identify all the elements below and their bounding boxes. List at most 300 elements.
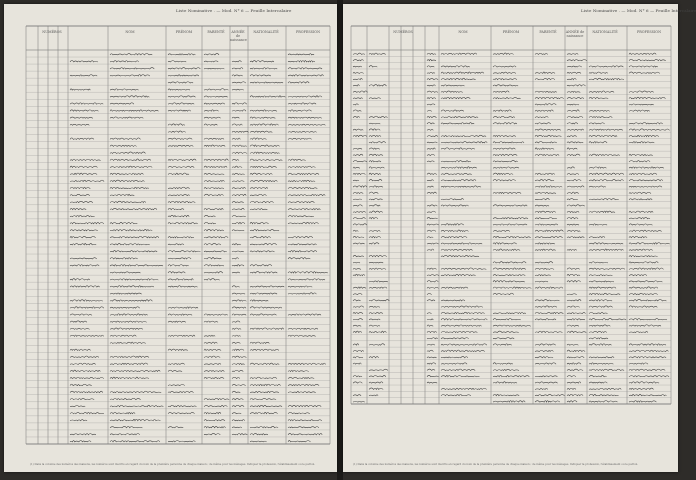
handwritten-entry bbox=[232, 356, 246, 357]
handwritten-entry bbox=[250, 138, 267, 140]
handwritten-entry bbox=[427, 325, 433, 326]
handwritten-entry bbox=[353, 344, 359, 346]
handwritten-entry bbox=[567, 66, 582, 67]
handwritten-entry bbox=[629, 72, 660, 73]
handwritten-entry bbox=[288, 244, 317, 245]
handwritten-entry bbox=[110, 265, 163, 266]
handwritten-entry bbox=[369, 395, 378, 396]
handwritten-entry bbox=[110, 363, 148, 365]
handwritten-entry bbox=[441, 249, 473, 250]
handwritten-entry bbox=[250, 173, 272, 174]
handwritten-entry bbox=[427, 142, 437, 143]
handwritten-entry bbox=[168, 370, 182, 371]
handwritten-entry bbox=[232, 328, 241, 329]
handwritten-entry bbox=[427, 173, 437, 174]
handwritten-entry bbox=[110, 166, 152, 167]
handwritten-entry bbox=[629, 66, 658, 67]
handwritten-entry bbox=[232, 244, 241, 245]
handwritten-entry bbox=[250, 342, 269, 343]
handwritten-entry bbox=[250, 251, 275, 252]
handwritten-entry bbox=[589, 224, 607, 225]
handwritten-entry bbox=[589, 287, 616, 288]
handwritten-entry bbox=[427, 53, 436, 54]
handwritten-entry bbox=[232, 159, 239, 160]
handwritten-entry bbox=[110, 440, 160, 441]
handwritten-entry bbox=[441, 388, 487, 389]
handwritten-entry bbox=[535, 401, 560, 402]
handwritten-entry bbox=[589, 129, 623, 130]
handwritten-entry bbox=[567, 394, 583, 396]
handwritten-entry bbox=[589, 173, 624, 174]
handwritten-entry bbox=[110, 138, 141, 140]
col-parente: PARENTÉ bbox=[539, 30, 557, 34]
handwritten-entry bbox=[288, 173, 319, 174]
handwritten-entry bbox=[493, 249, 520, 250]
handwritten-entry bbox=[589, 262, 608, 263]
handwritten-entry bbox=[353, 268, 361, 269]
handwritten-entry bbox=[589, 154, 620, 156]
handwritten-entry bbox=[629, 325, 661, 327]
handwritten-entry bbox=[535, 141, 557, 142]
col-prenom: PRÉNOM bbox=[502, 30, 520, 34]
handwritten-entry bbox=[204, 117, 221, 118]
handwritten-entry bbox=[70, 258, 97, 259]
handwritten-entry bbox=[204, 138, 224, 139]
handwritten-entry bbox=[629, 369, 665, 370]
col-annee: ANNÉE de naissance bbox=[230, 30, 247, 42]
handwritten-entry bbox=[288, 286, 312, 287]
handwritten-entry bbox=[232, 434, 247, 435]
handwritten-entry bbox=[535, 275, 551, 276]
handwritten-entry bbox=[204, 187, 224, 188]
handwritten-entry bbox=[535, 78, 555, 79]
handwritten-entry bbox=[353, 382, 362, 383]
handwritten-entry bbox=[535, 281, 548, 282]
handwritten-entry bbox=[589, 110, 610, 111]
handwritten-entry bbox=[567, 72, 581, 73]
handwritten-entry bbox=[567, 350, 585, 351]
handwritten-entry bbox=[535, 262, 553, 263]
handwritten-entry bbox=[168, 335, 195, 336]
handwritten-entry bbox=[427, 148, 435, 149]
handwritten-entry bbox=[493, 160, 518, 161]
handwritten-entry bbox=[427, 357, 437, 358]
handwritten-entry bbox=[427, 129, 433, 130]
handwritten-entry bbox=[232, 173, 245, 174]
handwritten-entry bbox=[232, 68, 243, 69]
col-profession: PROFESSION bbox=[636, 30, 662, 34]
handwritten-entry bbox=[535, 116, 548, 117]
handwritten-entry bbox=[250, 194, 267, 195]
col-prenom: PRÉNOM bbox=[175, 30, 193, 34]
handwritten-entry bbox=[232, 264, 244, 266]
handwritten-entry bbox=[288, 194, 325, 195]
handwritten-entry bbox=[629, 53, 656, 54]
handwritten-entry bbox=[250, 187, 268, 188]
handwritten-entry bbox=[70, 187, 90, 188]
handwritten-entry bbox=[353, 211, 366, 212]
handwritten-entry bbox=[204, 405, 227, 406]
handwritten-entry bbox=[629, 167, 664, 168]
handwritten-entry bbox=[250, 412, 278, 413]
handwritten-entry bbox=[288, 166, 315, 167]
handwritten-entry bbox=[369, 154, 383, 155]
handwritten-entry bbox=[250, 349, 279, 350]
handwritten-entry bbox=[353, 376, 362, 377]
handwritten-entry bbox=[110, 53, 152, 54]
handwritten-entry bbox=[288, 159, 306, 160]
handwritten-entry bbox=[369, 382, 383, 383]
handwritten-entry bbox=[204, 272, 223, 273]
handwritten-entry bbox=[567, 344, 578, 345]
handwritten-entry bbox=[441, 142, 487, 143]
handwritten-entry bbox=[427, 59, 436, 60]
handwritten-entry bbox=[168, 391, 194, 392]
handwritten-entry bbox=[110, 398, 141, 399]
handwritten-entry bbox=[168, 61, 186, 62]
handwritten-entry bbox=[441, 66, 470, 67]
handwritten-entry bbox=[589, 268, 625, 269]
handwritten-entry bbox=[589, 66, 623, 67]
handwritten-entry bbox=[629, 376, 669, 377]
page-footnote: (1) Dans la colonne des numéros des maisons, les numéros sont inscrits en regard du nom de la première personne de chaque maison ; de même pour les ménages. Indiquer la profession, l'établissement ou le patron. bbox=[353, 462, 639, 466]
handwritten-entry bbox=[110, 173, 143, 174]
handwritten-entry bbox=[110, 250, 157, 252]
handwritten-entry bbox=[369, 192, 378, 194]
handwritten-entry bbox=[629, 97, 666, 99]
handwritten-entry bbox=[353, 110, 361, 111]
handwritten-entry bbox=[353, 287, 366, 288]
handwritten-entry bbox=[535, 243, 555, 244]
handwritten-entry bbox=[353, 306, 364, 307]
handwritten-entry bbox=[288, 222, 319, 223]
handwritten-entry bbox=[441, 205, 469, 206]
col-numeros: NUMÉROS bbox=[42, 30, 62, 34]
handwritten-entry bbox=[493, 375, 529, 376]
handwritten-entry bbox=[427, 369, 435, 370]
handwritten-entry bbox=[567, 104, 579, 105]
handwritten-entry bbox=[353, 357, 363, 358]
handwritten-entry bbox=[353, 129, 363, 130]
handwritten-entry bbox=[168, 272, 185, 274]
handwritten-entry bbox=[70, 243, 96, 244]
handwritten-entry bbox=[232, 427, 242, 428]
handwritten-entry bbox=[629, 123, 663, 124]
handwritten-entry bbox=[427, 154, 435, 155]
handwritten-entry bbox=[567, 199, 578, 200]
handwritten-entry bbox=[288, 433, 322, 434]
handwritten-entry bbox=[110, 194, 134, 196]
handwritten-entry bbox=[232, 117, 239, 118]
handwritten-entry bbox=[288, 82, 309, 83]
handwritten-entry bbox=[70, 440, 91, 441]
handwritten-entry bbox=[232, 335, 241, 336]
handwritten-entry bbox=[204, 398, 229, 399]
handwritten-entry bbox=[535, 211, 556, 212]
handwritten-entry bbox=[567, 78, 576, 79]
handwritten-entry bbox=[110, 258, 138, 259]
handwritten-entry bbox=[353, 66, 362, 67]
handwritten-entry bbox=[369, 344, 385, 346]
handwritten-entry bbox=[567, 236, 584, 237]
handwritten-entry bbox=[589, 274, 612, 275]
handwritten-entry bbox=[288, 370, 309, 371]
handwritten-entry bbox=[493, 319, 521, 320]
census-page-right bbox=[343, 4, 696, 472]
handwritten-entry bbox=[441, 179, 476, 180]
handwritten-entry bbox=[493, 78, 517, 79]
handwritten-entry bbox=[110, 145, 136, 146]
handwritten-entry bbox=[168, 54, 195, 55]
handwritten-entry bbox=[288, 328, 318, 329]
handwritten-entry bbox=[589, 318, 626, 320]
handwritten-entry bbox=[369, 53, 386, 54]
handwritten-entry bbox=[70, 391, 103, 392]
handwritten-entry bbox=[369, 331, 386, 333]
handwritten-entry bbox=[535, 388, 548, 389]
handwritten-entry bbox=[204, 222, 216, 223]
handwritten-entry bbox=[288, 180, 315, 181]
handwritten-entry bbox=[441, 224, 464, 225]
handwritten-entry bbox=[589, 312, 608, 313]
handwritten-entry bbox=[427, 97, 436, 98]
handwritten-entry bbox=[70, 194, 90, 195]
handwritten-entry bbox=[250, 384, 281, 385]
handwritten-entry bbox=[369, 325, 380, 326]
handwritten-entry bbox=[441, 123, 474, 124]
handwritten-entry bbox=[353, 401, 365, 402]
handwritten-entry bbox=[250, 68, 277, 69]
handwritten-entry bbox=[70, 124, 89, 125]
handwritten-entry bbox=[441, 394, 471, 395]
handwritten-entry bbox=[629, 331, 648, 332]
col-numeros: NUMÉROS bbox=[393, 30, 413, 34]
handwritten-entry bbox=[70, 265, 99, 266]
handwritten-entry bbox=[589, 123, 605, 124]
handwritten-entry bbox=[110, 377, 149, 379]
handwritten-entry bbox=[250, 307, 282, 309]
handwritten-entry bbox=[441, 350, 485, 352]
handwritten-entry bbox=[204, 208, 223, 209]
handwritten-entry bbox=[250, 131, 272, 132]
census-table-grid bbox=[343, 4, 678, 472]
handwritten-entry bbox=[535, 205, 549, 206]
handwritten-entry bbox=[493, 192, 521, 193]
handwritten-entry bbox=[567, 123, 578, 124]
handwritten-entry bbox=[204, 420, 225, 421]
handwritten-entry bbox=[493, 53, 514, 55]
handwritten-entry bbox=[535, 268, 554, 269]
handwritten-entry bbox=[427, 72, 435, 73]
handwritten-entry bbox=[70, 405, 85, 406]
handwritten-entry bbox=[204, 53, 219, 55]
handwritten-entry bbox=[427, 217, 438, 218]
handwritten-entry bbox=[70, 349, 91, 350]
handwritten-entry bbox=[535, 186, 562, 187]
handwritten-entry bbox=[204, 68, 224, 69]
handwritten-entry bbox=[70, 434, 96, 435]
handwritten-entry bbox=[288, 335, 316, 336]
handwritten-entry bbox=[168, 412, 195, 413]
handwritten-entry bbox=[232, 293, 245, 294]
handwritten-entry bbox=[250, 272, 277, 273]
handwritten-entry bbox=[589, 357, 614, 358]
handwritten-entry bbox=[204, 96, 228, 97]
handwritten-entry bbox=[110, 187, 149, 188]
handwritten-entry bbox=[288, 420, 322, 421]
handwritten-entry bbox=[353, 312, 363, 313]
col-annee: ANNÉE de naissance bbox=[565, 30, 585, 38]
handwritten-entry bbox=[535, 236, 563, 237]
handwritten-entry bbox=[288, 54, 314, 55]
handwritten-entry bbox=[204, 61, 218, 62]
handwritten-entry bbox=[204, 279, 220, 281]
handwritten-entry bbox=[70, 61, 98, 62]
handwritten-entry bbox=[567, 217, 578, 218]
handwritten-entry bbox=[204, 412, 221, 413]
handwritten-entry bbox=[567, 85, 586, 86]
handwritten-entry bbox=[232, 166, 242, 167]
handwritten-entry bbox=[70, 307, 104, 309]
handwritten-entry bbox=[232, 300, 246, 301]
col-nom: NOM bbox=[458, 30, 468, 34]
handwritten-entry bbox=[535, 198, 550, 199]
handwritten-entry bbox=[204, 370, 224, 371]
handwritten-entry bbox=[535, 123, 551, 124]
handwritten-entry bbox=[629, 110, 650, 111]
handwritten-entry bbox=[369, 98, 381, 99]
handwritten-entry bbox=[589, 293, 620, 294]
handwritten-entry bbox=[353, 91, 368, 92]
handwritten-entry bbox=[204, 257, 221, 259]
handwritten-entry bbox=[629, 91, 654, 92]
handwritten-entry bbox=[441, 78, 476, 80]
handwritten-entry bbox=[204, 237, 228, 238]
handwritten-entry bbox=[493, 97, 521, 98]
handwritten-entry bbox=[589, 78, 624, 80]
handwritten-entry bbox=[427, 85, 435, 86]
handwritten-entry bbox=[535, 230, 563, 232]
handwritten-entry bbox=[232, 202, 244, 203]
handwritten-entry bbox=[567, 180, 581, 181]
handwritten-entry bbox=[204, 243, 221, 244]
handwritten-entry bbox=[493, 116, 515, 117]
handwritten-entry bbox=[168, 195, 190, 196]
handwritten-entry bbox=[535, 154, 559, 155]
handwritten-entry bbox=[250, 405, 282, 406]
handwritten-entry bbox=[629, 318, 667, 319]
handwritten-entry bbox=[110, 321, 147, 322]
handwritten-entry bbox=[589, 344, 612, 346]
handwritten-entry bbox=[204, 314, 228, 315]
handwritten-entry bbox=[427, 300, 435, 301]
handwritten-entry bbox=[250, 110, 277, 111]
handwritten-entry bbox=[629, 268, 664, 270]
handwritten-entry bbox=[441, 160, 471, 161]
handwritten-entry bbox=[441, 268, 486, 269]
handwritten-entry bbox=[353, 78, 362, 79]
handwritten-entry bbox=[250, 264, 272, 266]
handwritten-entry bbox=[353, 331, 362, 333]
handwritten-entry bbox=[288, 103, 316, 104]
handwritten-entry bbox=[232, 420, 245, 421]
handwritten-entry bbox=[567, 91, 580, 92]
handwritten-entry bbox=[567, 294, 577, 295]
handwritten-entry bbox=[353, 186, 367, 187]
handwritten-entry bbox=[168, 173, 189, 175]
handwritten-entry bbox=[493, 66, 516, 67]
handwritten-entry bbox=[567, 312, 586, 313]
handwritten-entry bbox=[250, 286, 284, 287]
handwritten-entry bbox=[168, 124, 185, 125]
handwritten-entry bbox=[250, 152, 280, 153]
handwritten-entry bbox=[288, 131, 317, 132]
handwritten-entry bbox=[232, 307, 246, 308]
handwritten-entry bbox=[288, 208, 320, 209]
handwritten-entry bbox=[629, 243, 670, 244]
handwritten-entry bbox=[232, 399, 243, 400]
handwritten-entry bbox=[70, 173, 97, 175]
handwritten-entry bbox=[369, 211, 383, 213]
handwritten-entry bbox=[168, 138, 192, 139]
handwritten-entry bbox=[250, 398, 276, 399]
handwritten-entry bbox=[629, 180, 663, 181]
handwritten-entry bbox=[493, 274, 525, 275]
handwritten-entry bbox=[629, 281, 662, 282]
handwritten-entry bbox=[441, 91, 463, 92]
handwritten-entry bbox=[535, 148, 554, 149]
handwritten-entry bbox=[589, 300, 612, 301]
handwritten-entry bbox=[589, 306, 613, 307]
handwritten-entry bbox=[110, 208, 157, 209]
handwritten-entry bbox=[441, 236, 467, 238]
handwritten-entry bbox=[629, 299, 666, 301]
handwritten-entry bbox=[427, 363, 436, 364]
handwritten-entry bbox=[369, 268, 386, 269]
handwritten-entry bbox=[288, 75, 324, 76]
handwritten-entry bbox=[441, 344, 487, 345]
handwritten-entry bbox=[441, 230, 468, 232]
handwritten-entry bbox=[288, 279, 325, 280]
handwritten-entry bbox=[535, 192, 556, 193]
handwritten-entry bbox=[629, 224, 653, 225]
handwritten-entry bbox=[493, 236, 531, 238]
handwritten-entry bbox=[493, 230, 510, 231]
handwritten-entry bbox=[70, 399, 94, 400]
handwritten-entry bbox=[204, 110, 219, 111]
handwritten-entry bbox=[232, 61, 242, 62]
handwritten-entry bbox=[427, 224, 439, 225]
handwritten-entry bbox=[567, 281, 581, 282]
handwritten-entry bbox=[493, 369, 519, 370]
handwritten-entry bbox=[427, 243, 439, 244]
handwritten-entry bbox=[493, 224, 527, 225]
handwritten-entry bbox=[353, 293, 362, 294]
handwritten-entry bbox=[589, 401, 618, 403]
handwritten-entry bbox=[288, 138, 312, 139]
handwritten-entry bbox=[70, 159, 101, 160]
handwritten-entry bbox=[369, 255, 387, 256]
handwritten-entry bbox=[589, 249, 623, 250]
handwritten-entry bbox=[168, 321, 186, 322]
handwritten-entry bbox=[567, 129, 584, 130]
handwritten-entry bbox=[629, 192, 651, 193]
handwritten-entry bbox=[493, 179, 516, 180]
handwritten-entry bbox=[250, 96, 285, 97]
handwritten-entry bbox=[493, 110, 511, 111]
handwritten-entry bbox=[567, 325, 579, 326]
handwritten-entry bbox=[441, 243, 482, 244]
